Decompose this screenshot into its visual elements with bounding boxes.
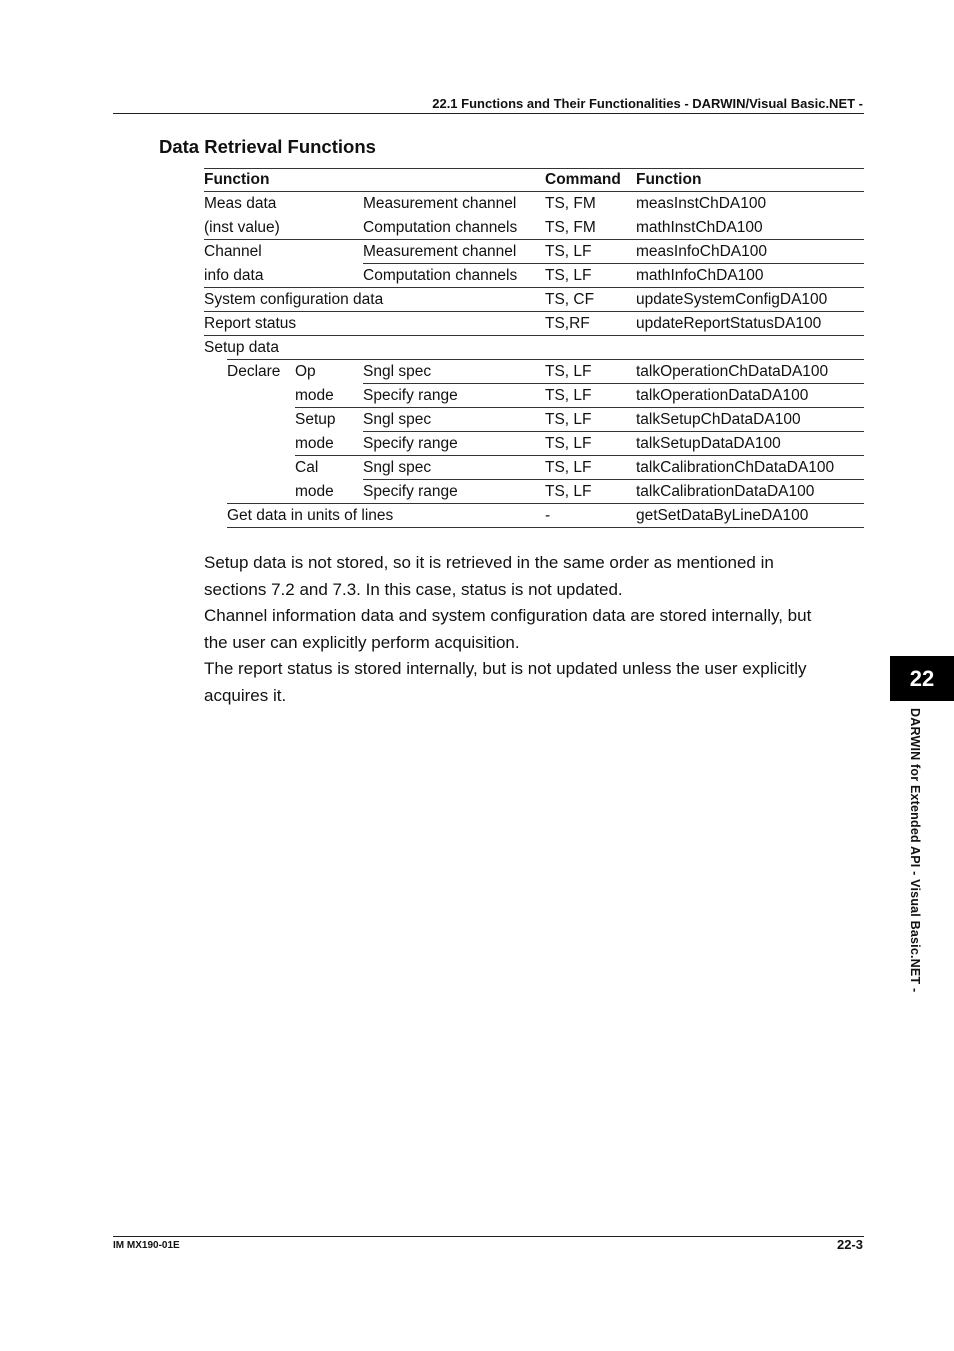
row-function-name: updateSystemConfigDA100: [636, 291, 828, 308]
row-function-name: updateReportStatusDA100: [636, 315, 822, 332]
row-function-name: getSetDataByLineDA100: [636, 507, 809, 524]
table-bottom-rule: [227, 527, 864, 528]
row-command: TS, FM: [545, 219, 596, 236]
page-number: 22-3: [836, 1237, 863, 1252]
table-row: [204, 216, 864, 240]
table-row: [204, 480, 864, 504]
row-mode-label: mode: [295, 435, 334, 452]
row-mode-label: Op: [295, 363, 316, 380]
row-command: TS, LF: [545, 243, 592, 260]
table-row: [204, 456, 864, 480]
text-line: acquires it.: [204, 685, 287, 705]
row-group-label: Channel: [204, 243, 262, 260]
table-row: [204, 192, 864, 216]
manual-id: IM MX190-01E: [113, 1240, 180, 1251]
row-group-label: Meas data: [204, 195, 277, 212]
row-mode-label: Cal: [295, 459, 319, 476]
running-header: 22.1 Functions and Their Functionalities - DARWIN/Visual Basic.NET -: [432, 96, 863, 111]
row-function-name: mathInfoChDA100: [636, 267, 764, 284]
paragraph: [204, 550, 854, 603]
row-spec-type: Sngl spec: [363, 459, 432, 476]
table-header-row: [204, 168, 864, 192]
header-function-name: Function: [636, 171, 702, 188]
row-group-label: info data: [204, 267, 264, 284]
row-function-name: measInfoChDA100: [636, 243, 767, 260]
row-command: TS, LF: [545, 411, 592, 428]
row-function-name: talkCalibrationChDataDA100: [636, 459, 835, 476]
side-chapter-title: DARWIN for Extended API - Visual Basic.NET -: [908, 708, 922, 993]
row-command: TS, LF: [545, 363, 592, 380]
row-function-name: talkOperationDataDA100: [636, 387, 809, 404]
row-group-label: System configuration data: [204, 291, 384, 308]
row-mode-label: mode: [295, 483, 334, 500]
chapter-tab: 22: [890, 656, 954, 701]
table-row: [204, 336, 864, 360]
table-row: [204, 312, 864, 336]
row-command: TS,RF: [545, 315, 590, 332]
table-row: [204, 432, 864, 456]
row-group-label: Report status: [204, 315, 297, 332]
row-command: TS, FM: [545, 195, 596, 212]
table-row: [204, 384, 864, 408]
text-line: sections 7.2 and 7.3. In this case, status is not updated.: [204, 579, 623, 599]
table-row: [204, 240, 864, 264]
table-row: [204, 264, 864, 288]
row-channel-type: Measurement channel: [363, 243, 517, 260]
row-channel-type: Computation channels: [363, 219, 518, 236]
table-row: [204, 504, 864, 528]
section-title: Data Retrieval Functions: [159, 136, 376, 157]
header-rule: [113, 113, 864, 114]
function-table: [204, 168, 864, 528]
table-row: [204, 408, 864, 432]
row-mode-label: Setup: [295, 411, 336, 428]
row-command: TS, LF: [545, 387, 592, 404]
header-command: Command: [545, 171, 621, 188]
row-spec-type: Specify range: [363, 387, 458, 404]
row-group-label: (inst value): [204, 219, 280, 236]
row-function-name: measInstChDA100: [636, 195, 767, 212]
row-function-name: mathInstChDA100: [636, 219, 763, 236]
text-line: Channel information data and system configuration data are stored internally, but: [204, 606, 812, 625]
row-mode-label: mode: [295, 387, 334, 404]
row-spec-type: Sngl spec: [363, 411, 432, 428]
text-line: the user can explicitly perform acquisition.: [204, 632, 520, 652]
row-channel-type: Computation channels: [363, 267, 518, 284]
row-function-name: talkSetupDataDA100: [636, 435, 781, 452]
header-function: Function: [204, 171, 270, 188]
footer-rule: [113, 1236, 864, 1237]
body-text: [204, 550, 854, 709]
row-command: TS, CF: [545, 291, 595, 308]
table-row: [204, 288, 864, 312]
paragraph: [204, 656, 854, 709]
row-function-name: talkOperationChDataDA100: [636, 363, 829, 380]
paragraph: [204, 603, 854, 656]
row-spec-type: Specify range: [363, 435, 458, 452]
row-command: -: [545, 507, 551, 524]
row-declare-label: Declare: [227, 363, 281, 380]
text-line: The report status is stored internally, but is not updated unless the user explicitly: [204, 659, 807, 678]
row-command: TS, LF: [545, 267, 592, 284]
text-line: Setup data is not stored, so it is retrieved in the same order as mentioned in: [204, 553, 774, 572]
side-title-wrapper: [908, 708, 932, 1028]
row-function-name: talkSetupChDataDA100: [636, 411, 801, 428]
row-function-name: talkCalibrationDataDA100: [636, 483, 815, 500]
row-command: TS, LF: [545, 483, 592, 500]
row-channel-type: Measurement channel: [363, 195, 517, 212]
table-row: [204, 360, 864, 384]
row-group-label: Setup data: [204, 339, 279, 356]
row-spec-type: Specify range: [363, 483, 458, 500]
row-spec-type: Sngl spec: [363, 363, 432, 380]
row-group-label: Get data in units of lines: [227, 507, 394, 524]
row-command: TS, LF: [545, 435, 592, 452]
row-command: TS, LF: [545, 459, 592, 476]
